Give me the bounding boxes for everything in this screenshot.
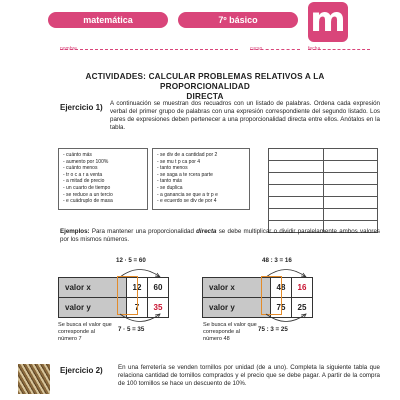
list-item: - cuánto menos	[63, 165, 98, 172]
answer-cell[interactable]	[323, 173, 378, 185]
y-value: 7	[127, 298, 148, 318]
answer-table	[268, 148, 378, 233]
list-item: - un cuarto de tiempo	[63, 184, 111, 191]
table-row	[269, 209, 378, 221]
screws-photo	[18, 364, 50, 394]
row-x-label: valor x	[203, 278, 271, 298]
example-1-top-calc: 12 · 5 = 60	[116, 257, 146, 264]
logo-m: m	[308, 2, 348, 42]
y-value: 25	[292, 298, 313, 318]
table-row	[269, 197, 378, 209]
answer-cell[interactable]	[323, 209, 378, 221]
grade-pill	[178, 12, 298, 28]
example-1-table	[58, 277, 169, 318]
y-value: 75	[271, 298, 292, 318]
row-y-label: valor y	[59, 298, 127, 318]
example-2-bottom-arc	[256, 313, 316, 327]
answer-cell[interactable]	[269, 149, 324, 161]
word-list-2	[152, 148, 250, 210]
list-item: - a ganancia se que a tr p e	[157, 191, 218, 198]
example-2-note: Se busca el valor que corresponde al número 48	[203, 322, 257, 342]
name-field[interactable]	[60, 49, 238, 50]
ejercicio-2-label: Ejercicio 2)	[60, 366, 103, 375]
example-1-bottom-arc	[110, 313, 170, 327]
list-item: - se reduce a un tercio	[63, 191, 113, 198]
subject-label: matemática	[83, 15, 133, 25]
x-value-answer: 16	[292, 278, 313, 298]
x-value: 60	[148, 278, 169, 298]
course-label: curso	[250, 46, 263, 52]
example-1-bottom-calc: 7 · 5 = 35	[118, 326, 145, 333]
page-title	[40, 72, 370, 102]
example-2-top-calc: 48 : 3 = 16	[262, 257, 292, 264]
table-row	[269, 185, 378, 197]
example-2-highlight-box	[261, 276, 282, 315]
name-label: nombre	[60, 46, 77, 52]
subject-pill	[48, 12, 168, 28]
answer-cell[interactable]	[323, 185, 378, 197]
ejemplos-text-b: se debe multiplicar o dividir paralelamente ambos valores por los mismos números.	[60, 228, 380, 243]
ejemplos-text-a: Para mantener una proporcionalidad	[91, 228, 197, 235]
table-row	[59, 278, 169, 298]
table-row	[269, 149, 378, 161]
table-row	[269, 173, 378, 185]
list-item: - a mitad de precio	[63, 178, 105, 185]
x-value: 48	[271, 278, 292, 298]
answer-cell[interactable]	[269, 185, 324, 197]
example-1-highlight-box	[117, 276, 138, 315]
example-2-bottom-calc: 75 : 3 = 25	[258, 326, 288, 333]
ejemplos-text	[60, 228, 380, 244]
list-item: - tr o c a r a venta	[63, 171, 103, 178]
example-1-note: Se busca el valor que corresponde al número 7	[58, 322, 112, 342]
list-item: - e cuádruplo de masa	[63, 198, 113, 205]
ejemplos-emphasis: directa	[196, 228, 217, 235]
x-value: 12	[127, 278, 148, 298]
title-line-2: DIRECTA	[186, 92, 224, 101]
answer-cell[interactable]	[323, 149, 378, 161]
table-row	[203, 278, 313, 298]
table-row	[269, 161, 378, 173]
ejercicio-1-text: A continuación se muestran dos recuadros con un listado de palabras. Ordena cada expresión verbal del primer grupo de palabras con una expresión correspondiente del segundo listado. Los pares de expresiones deben pertenecer a una proporcionalidad directa entre ellos. Anótalos en la tabla.	[110, 100, 380, 131]
list-item: - tanto menos	[157, 165, 188, 172]
student-info-row	[60, 43, 375, 55]
y-value-answer: 35	[148, 298, 169, 318]
answer-cell[interactable]	[269, 161, 324, 173]
row-y-label: valor y	[203, 298, 271, 318]
list-item: - tanto más	[157, 178, 183, 185]
grade-label: 7º básico	[218, 15, 258, 25]
date-field[interactable]	[308, 49, 370, 50]
list-item: - se mu t p ca por 4	[157, 158, 201, 165]
date-label: fecha	[308, 46, 321, 52]
list-item: - e ecuerdo se div de por 4	[157, 198, 217, 205]
word-list-1	[58, 148, 148, 210]
answer-cell[interactable]	[269, 197, 324, 209]
answer-cell[interactable]	[323, 197, 378, 209]
list-item: - se duplica	[157, 184, 183, 191]
ejercicio-2-text: En una ferretería se venden tornillos por unidad (de a uno). Completa la siguiente tabla que relaciona cantidad de tornillos comprados y el precio que se debe pagar. A partir de la compra de 100 tornillos se hace un descuento de 10%.	[118, 364, 380, 387]
list-item: - se div de a cantidad por 2	[157, 152, 218, 158]
list-item: - se saga a te rcera parte	[157, 171, 213, 178]
row-x-label: valor x	[59, 278, 127, 298]
ejercicio-1-label: Ejercicio 1)	[60, 103, 103, 112]
example-2-table	[202, 277, 313, 318]
ejemplos-label: Ejemplos:	[60, 228, 90, 235]
answer-cell[interactable]	[269, 209, 324, 221]
title-line-1: ACTIVIDADES: CALCULAR PROBLEMAS RELATIVOS A LA PROPORCIONALIDAD	[85, 72, 325, 91]
list-item: - aumento por 100%	[63, 158, 109, 165]
answer-cell[interactable]	[323, 161, 378, 173]
answer-cell[interactable]	[269, 173, 324, 185]
list-item: - cuánto más	[63, 152, 92, 158]
course-field[interactable]	[250, 49, 300, 50]
